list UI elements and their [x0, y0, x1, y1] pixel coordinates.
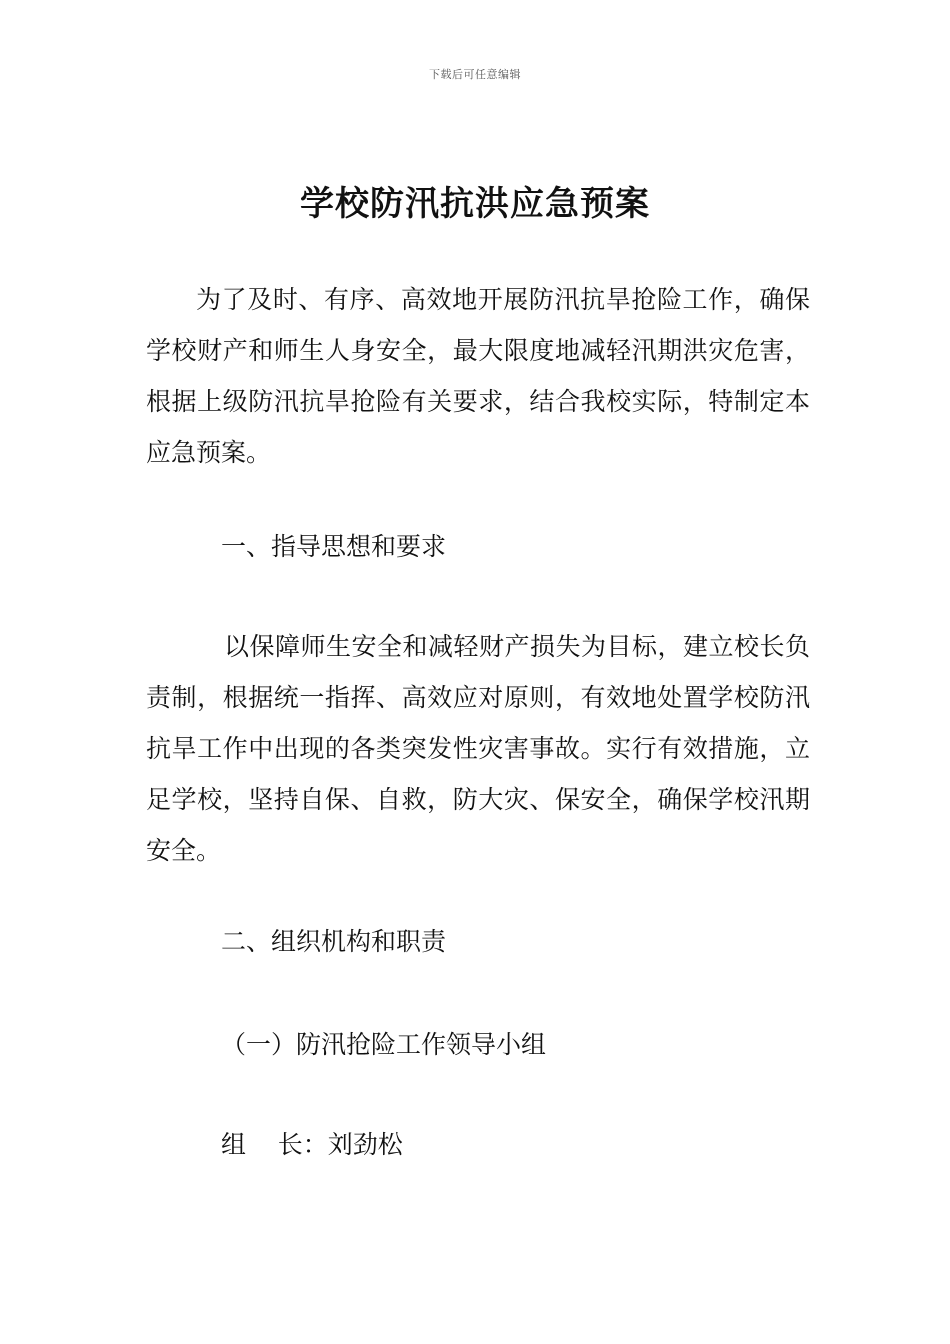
- document-title: 学校防汛抗洪应急预案: [300, 184, 650, 224]
- subsection-heading-leadership-group: （一）防汛抢险工作领导小组: [221, 1030, 547, 1059]
- section-heading-organization: 二、组织机构和职责: [221, 927, 447, 956]
- intro-paragraph: 为了及时、有序、高效地开展防汛抗旱抢险工作，确保学校财产和师生人身安全，最大限度地减轻汛期洪灾危害，根据上级防汛抗旱抢险有关要求，结合我校实际，特制定本应急预案。: [146, 285, 810, 467]
- guiding-principles-paragraph: 以保障师生安全和减轻财产损失为目标，建立校长负责制，根据统一指挥、高效应对原则，有效地处置学校防汛抗旱工作中出现的各类突发性灾害事故。实行有效措施，立足学校，坚持自保、自救，防大灾、保安全，确保学校汛期安全。: [146, 632, 810, 865]
- header-note: 下载后可任意编辑: [429, 68, 521, 81]
- section-heading-guiding-principles: 一、指导思想和要求: [221, 532, 447, 561]
- group-leader-line: 组 长：刘劲松: [221, 1130, 403, 1159]
